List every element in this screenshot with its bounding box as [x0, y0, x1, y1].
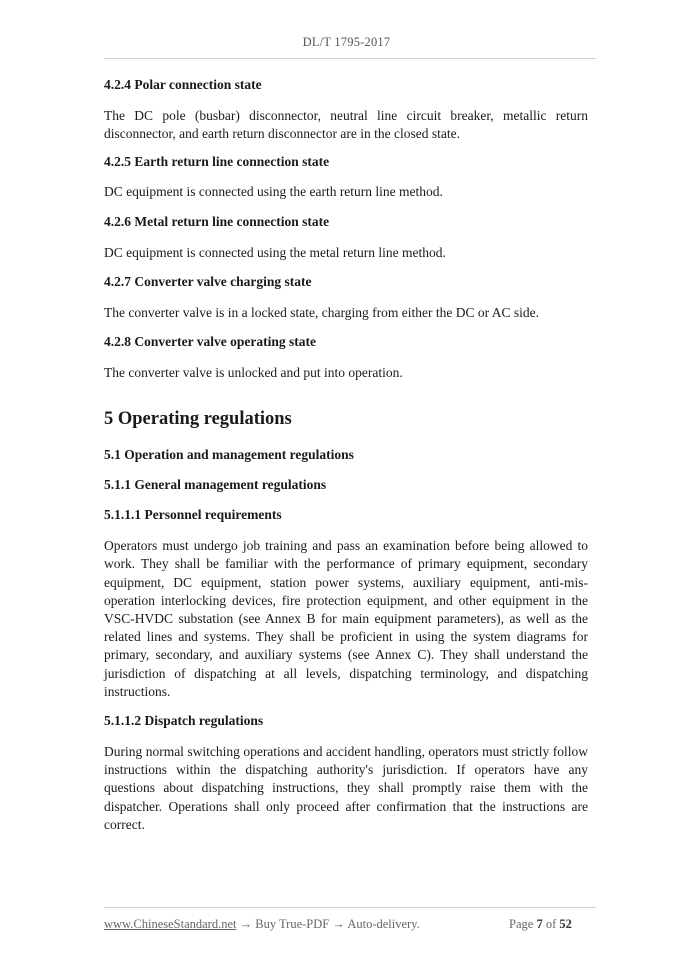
heading-5-1-1-1: 5.1.1.1 Personnel requirements [104, 507, 282, 523]
of-word: of [545, 917, 557, 931]
page-content [104, 60, 588, 834]
total-pages: 52 [559, 917, 572, 931]
paragraph-4-2-8: The converter valve is unlocked and put into operation. [104, 365, 403, 381]
heading-4-2-6: 4.2.6 Metal return line connection state [104, 213, 330, 229]
paragraph-4-2-7: The converter valve is in a locked state, charging from either the DC or AC side. [104, 304, 539, 320]
footer-auto-text: Auto-delivery. [347, 917, 420, 931]
paragraph-4-2-5: DC equipment is connected using the earth return line method. [104, 184, 443, 200]
heading-4-2-8: 4.2.8 Converter valve operating state [104, 334, 316, 350]
heading-5-1-1: 5.1.1 General management regulations [104, 477, 327, 493]
heading-4-2-5: 4.2.5 Earth return line connection state [104, 154, 330, 170]
footer-site-link[interactable]: www.ChineseStandard.net [104, 917, 237, 931]
heading-5: 5 Operating regulations [104, 409, 292, 430]
page-word: Page [509, 917, 534, 931]
page-number [509, 917, 572, 932]
footer-promo [104, 917, 420, 932]
footer-buy-text: Buy True-PDF [255, 917, 330, 931]
paragraph-5-1-1-2: During normal switching operations and accident handling, operators must strictly follow instructions within the dispatching authority's jurisdiction. If operators have any questions about dispatching instructions, they shall promptly raise them with the dispatcher. Operations shall only proceed after confirmation that the instructions are correct. [104, 744, 588, 832]
heading-4-2-4: 4.2.4 Polar connection state [104, 77, 262, 92]
heading-4-2-7: 4.2.7 Converter valve charging state [104, 273, 312, 289]
footer-divider [104, 907, 596, 908]
header-divider [104, 58, 596, 59]
heading-5-1: 5.1 Operation and management regulations [104, 447, 354, 463]
current-page: 7 [536, 917, 543, 931]
paragraph-5-1-1-1: Operators must undergo job training and pass an examination before being allowed to work. They shall be familiar with the performance of primary equipment, secondary equipment, DC equipment, station power systems, auxiliary equipment, anti-mis-operation interlocking devices, fire protection equipment, and other equipment in the VSC-HVDC substation (see Annex B for main equipment parameters), as well as the related lines and systems. They shall be proficient in using the system diagrams for primary, secondary, and auxiliary systems (see Annex C). They shall understand the jurisdiction of dispatching at all levels, dispatching terminology, and dispatching instructions. [104, 538, 588, 699]
arrow-icon: → [332, 917, 345, 931]
paragraph-4-2-6: DC equipment is connected using the metal return line method. [104, 244, 446, 260]
paragraph-4-2-4: The DC pole (busbar) disconnector, neutral line circuit breaker, metallic return disconnector, and earth return disconnector are in the closed state. [104, 108, 588, 142]
arrow-icon: → [239, 917, 253, 931]
heading-5-1-1-2: 5.1.1.2 Dispatch regulations [104, 713, 264, 729]
document-code-header: DL/T 1795-2017 [302, 35, 391, 49]
